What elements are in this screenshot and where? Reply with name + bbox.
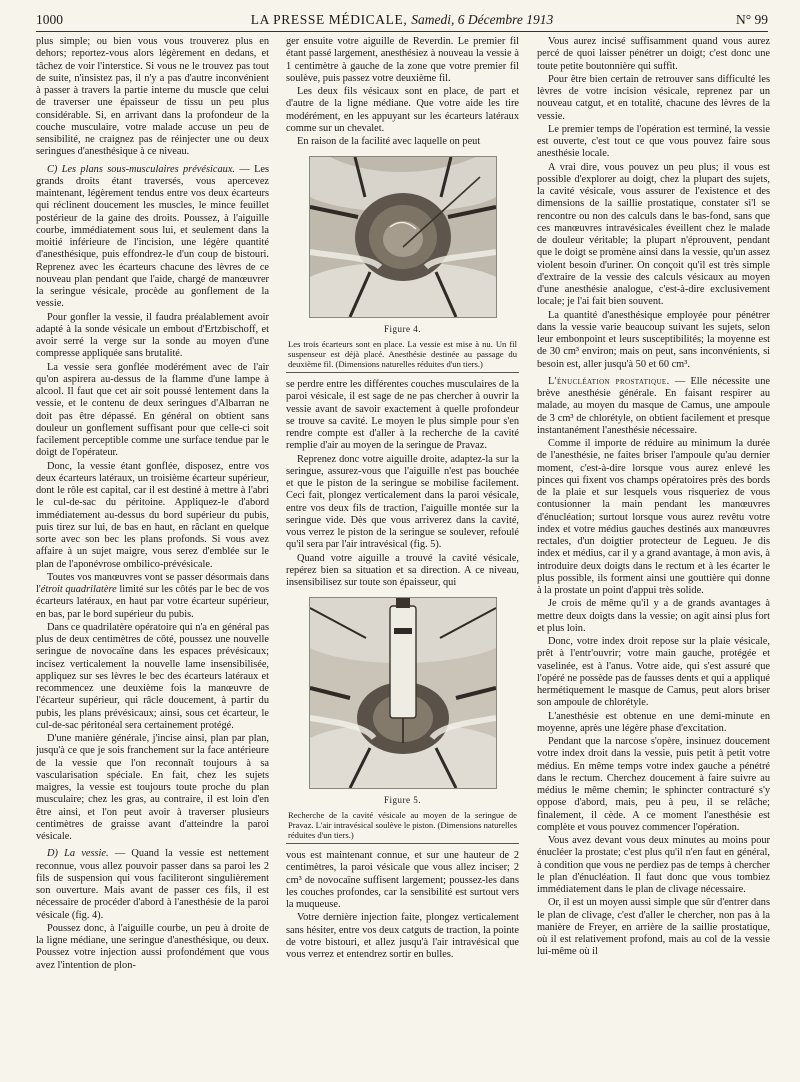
paragraph: Vous avez devant vous deux minutes au moins pour énucléer la prostate; c'est plus qu'il n'en faut en général, à condition que vous ne perdiez pas de temps à chercher le plan d'énucléation. Il faut donc que vous tombiez immédiatement dans le plan de clivage nécessaire. bbox=[537, 835, 770, 895]
paragraph: Le premier temps de l'opération est terminé, la vessie est ouverte, c'est tout ce que vous pouvez faire sous anesthésie locale. bbox=[537, 123, 770, 160]
paragraph bbox=[36, 572, 269, 621]
figure-5-title: Figure 5. bbox=[384, 795, 421, 806]
column-1 bbox=[36, 36, 269, 1076]
paragraph-emphasis: étroit quadrilatère bbox=[40, 584, 117, 595]
issue-date: Samedi, 6 Décembre 1913 bbox=[411, 12, 554, 27]
paragraph: Vous aurez incisé suffisamment quand vous aurez percé de quoi laisser pénétrer un doigt; c'est donc une toute petite boutonnière qui suffit. bbox=[537, 36, 770, 72]
paragraph: Quand votre aiguille a trouvé la cavité vésicale, repérez bien sa situation et sa direction. A ce niveau, insensibilisez sur toute son épaisseur, qui bbox=[286, 552, 519, 589]
section-d-text: — Quand la vessie est nettement reconnue, vous allez pouvoir passer dans sa paroi les 2 fils de suspension qui vous faciliteront singulièrement son ouverture. Mais avant de passer ces fils, il est nécessaire de procéder d'abord à l'anesthésie de la paroi vésicale (fig. 4). bbox=[36, 848, 269, 921]
section-enucleation-label: L'énucléation prostatique. bbox=[548, 375, 670, 387]
paragraph: D'une manière générale, j'incise ainsi, plan par plan, jusqu'à ce que je sois franchement sur la face antérieure de la vessie que l'on reconnaît toujours à sa vascularisation spéciale. En fait, chez les sujets maigres, la vessie est toujours toute proche du plan musculaire; chez les gras, au contraire, il est loin d'en être ainsi, et l'on peut avoir à traverser plusieurs centimètres de graisse avant d'atteindre la paroi vésicale. bbox=[36, 733, 269, 842]
paragraph: Comme il importe de réduire au minimum la durée de l'anesthésie, ne faites briser l'ampoule qu'au dernier moment, c'est-à-dire lorsque vous aurez enlevé les pinces qui fixent vos champs opératoires près des bords de la plaie et sur lesquels vous risqueriez de vous contusionner la main pendant les manœuvres d'énucléation; surtout lorsque vous aurez revêtu votre index et votre médius gauches destinés aux manœuvres rectales, d'un doigtier protecteur de Legueu. Je dis index et médius, car il y a grand avantage, à mon avis, à introduire deux doigts dans le rectum et à les écarter le plus possible, ils forment ainsi une gouttière qui donne à la prostate un point d'appui très solide. bbox=[537, 438, 770, 596]
paragraph-text: Toutes vos manœuvres vont se passer désormais dans l' bbox=[36, 571, 269, 595]
paragraph: La vessie sera gonflée modérément avec de l'air qu'on aspirera au-dessus de la flamme d'une lampe à alcool. Il faut que cet air soit poussé lentement dans la vessie, et le contenu de deux seringues d'Albarran ne doit pas être dépassé. En général on obtient sans douleur un gonflement suffisant pour que celle-ci soit facilement perceptible comme une surface tendue par le doigt de l'opérateur. bbox=[36, 361, 269, 459]
section-enucleation-text: — Elle nécessite une brève anesthésie générale. En faisant respirer au malade, au moyen du masque de Camus, une ampoule de 3 cm³ de chlorétyle, on obtient facilement et presque instantanément l'anesthésie nécessaire. bbox=[537, 375, 770, 436]
column-2 bbox=[286, 36, 519, 1076]
paragraph: Donc, la vessie étant gonflée, disposez, entre vos deux écarteurs latéraux, un troisième écarteur supérieur, dont le rôle est capital, car il est destiné à mettre à l'abri le cul-de-sac du péritoine. Appliquez-le d'abord immédiatement au-dessus du bord supérieur du pubis, puis tirez sur lui, de bas en haut, en râclant en quelque sorte avec son bec les plans profonds. Si vous avez affaire à un sujet maigre, vous serez d'emblée sur le plan de l'aponévrose ombilico-prévésicale. bbox=[36, 460, 269, 570]
figure-4 bbox=[286, 156, 519, 373]
paragraph: Pendant que la narcose s'opère, insinuez doucement votre index droit dans la vessie, puis petit à petit votre médius. En même temps votre index gauche a pénétré dans le rectum. Cherchez doucement à faire suivre au médius le même chemin; le sphincter contracturé s'y oppose d'abord, mais, peu à peu, il se relâche; finalement, il cède. A ce moment l'anesthésie est complète et vous pouvez commencer l'opération. bbox=[537, 736, 770, 833]
figure-5-illustration bbox=[309, 597, 497, 789]
syringe-illustration bbox=[310, 598, 496, 788]
running-header bbox=[36, 8, 768, 30]
paragraph: Poussez donc, à l'aiguille courbe, un peu à droite de la ligne médiane, une seringue d'anesthésique, ou deux. Poussez votre injection aussi profondément que vous avez l'intention de plon- bbox=[36, 922, 269, 971]
figure-4-caption: Les trois écarteurs sont en place. La vessie est mise à nu. Un fil suspenseur est déjà placé. Anesthésie destinée au passage du deuxième fil. (Dimensions naturelles réduites d'un tiers.) bbox=[288, 338, 517, 369]
section-enucleation bbox=[537, 376, 770, 437]
section-d bbox=[36, 848, 269, 922]
paragraph: Pour être bien certain de retrouver sans difficulté les lèvres de votre incision vésicale, reprenez par un nouveau catgut, et en totalité, chacune des lèvres de la vessie. bbox=[537, 73, 770, 122]
paragraph: Or, il est un moyen aussi simple que sûr d'entrer dans le plan de clivage, c'est d'aller le chercher, non pas à la manière de Freyer, en arrière de la saillie prostatique, où il est relativement profond, mais au col de la vessie lui-même où il bbox=[537, 897, 770, 958]
paragraph: ger ensuite votre aiguille de Reverdin. Le premier fil étant passé largement, anesthésiez à nouveau la vessie à 1 centimètre à gauche de la zone que votre premier fil soulève, puis passez votre deuxième fil. bbox=[286, 36, 519, 84]
issue-number: N° 99 bbox=[735, 12, 768, 27]
figure-4-title: Figure 4. bbox=[384, 324, 421, 335]
paragraph: En raison de la facilité avec laquelle on peut bbox=[297, 136, 481, 147]
paragraph-text: limité sur les côtés par le bec de vos écarteurs latéraux, en haut par votre écarteur supérieur, en bas, par le bord supérieur du pubis. bbox=[36, 584, 269, 620]
paragraph: se perdre entre les différentes couches musculaires de la paroi vésicale, il est sage de ne pas chercher à ouvrir la vessie avant de savoir exactement à quelle profondeur se trouve sa cavité. Le moyen le plus simple pour s'en rendre compte est d'aller à la recherche de la cavité remplie d'air au moyen de la seringue de Pravaz. bbox=[286, 379, 519, 452]
header-rule bbox=[36, 31, 768, 32]
journal-name: LA PRESSE MÉDICALE, bbox=[250, 12, 408, 27]
paragraph: L'anesthésie est obtenue en une demi-minute en moyenne, après une légère phase d'excitation. bbox=[537, 710, 770, 734]
paragraph: Dans ce quadrilatère opératoire qui n'a en général pas plus de deux centimètres de côté, poussez une nouvelle seringue de novocaïne dans les espaces prévésicaux; incisez verticalement la nouvelle lame insensibilisée, appliquez sur ses lèvres le bec des écarteurs latéraux et recommencez une deuxième fois la manœuvre de l'écarteur supérieur, qui râcle doucement, à partir du pubis, les plans prévésicaux; ainsi, sous cet écarteur, le cul-de-sac péritonéal sera certainement protégé. bbox=[36, 621, 269, 731]
paragraph: vous est maintenant connue, et sur une hauteur de 2 centimètres, la paroi vésicale que vous allez inciser; 2 cm³ de novocaïne suffisent largement; poussez-les dans les couches profondes, car la sensibilité est surtout vers la muqueuse. bbox=[286, 850, 519, 911]
section-c-text: — Les grands droits étant traversés, vous apercevez maintenant, légèrement tendus entre vos deux écarteurs qui réclinent doucement les muscles, le mince feuillet postérieur de la gaine des droits. Poussez, à l'aiguille courbe, immédiatement sous lui, et seulement dans la moitié inférieure de l'incision, une légère quantité d'anesthésique, puis effondrez-le d'un coup de bistouri. Reprenez avec les écarteurs chacune des lèvres de ce nouveau plan pendant que l'aide, chargé de manœuvrer la seringue vésicale, procède au gonflement de la vessie. bbox=[36, 163, 269, 310]
figure-5-caption: Recherche de la cavité vésicale au moyen de la seringue de Pravaz. L'air intravésical soulève le piston. (Dimensions naturelles réduites d'un tiers.) bbox=[288, 809, 517, 841]
journal-title bbox=[36, 12, 768, 28]
figure-divider bbox=[286, 372, 519, 373]
column-3 bbox=[537, 36, 770, 1076]
paragraph: La quantité d'anesthésique employée pour pénétrer dans la vessie varie beaucoup suivant les sujets, selon leur embonpoint et leurs susceptibilités; la moyenne est de 30 cm³ environ; mais on peut, sans inconvénients, si besoin est, aller jusqu'à 50 et 60 cm³. bbox=[537, 309, 770, 370]
figure-divider bbox=[286, 843, 519, 844]
paragraph: Je crois de même qu'il y a de grands avantages à mettre deux doigts dans la vessie; on agit ainsi plus fort et plus loin. bbox=[537, 598, 770, 634]
surgical-field-illustration bbox=[310, 157, 496, 317]
section-d-label: D) La vessie. bbox=[47, 848, 109, 860]
section-c bbox=[36, 164, 269, 311]
figure-5 bbox=[286, 597, 519, 844]
paragraph: Les deux fils vésicaux sont en place, de part et d'autre de la ligne médiane. Que votre aide les tire modérément, en les appuyant sur les écarteurs latéraux comme sur un chevalet. bbox=[286, 86, 519, 134]
paragraph: plus simple; ou bien vous vous trouverez plus en dehors; reportez-vous alors légèrement en dedans, et tâchez de voir l'interstice. Si vous ne le trouvez pas tout de suite, n'insistez pas, il n'y a pas d'autre inconvénient à passer à travers la partie interne du muscle que celui de traverser une épaisseur de tissu un peu plus considérable. Si, en arrivant dans la profondeur de la couche musculaire, votre malade accuse un peu de sensibilité, ne craignez pas de réinjecter une ou deux seringues d'anesthésique à ce niveau. bbox=[36, 36, 269, 158]
paragraph: Reprenez donc votre aiguille droite, adaptez-la sur la seringue, assurez-vous que l'aiguille n'est pas bouchée et que le piston de la seringue se mobilise facilement. Ceci fait, plongez verticalement dans la paroi vésicale, entre vos deux fils de traction, l'aiguille montée sur la seringue vide. Dès que vous arriverez dans la cavité, vous verrez le piston de la seringue se soulever, refoulé qu'il sera par l'air intravésical (fig. 5). bbox=[286, 453, 519, 551]
paragraph: Pour gonfler la vessie, il faudra préalablement avoir adapté à la sonde vésicale un embout d'Ertzbischoff, et avoir serré la verge sur la sonde au moyen d'une compresse appliquée sans brutalité. bbox=[36, 311, 269, 360]
paragraph: Votre dernière injection faite, plongez verticalement sans hésiter, entre vos deux catguts de traction, la pointe de votre bistouri, et allez jusqu'à l'air intravésical que vous verrez et entendrez sortir en bulles. bbox=[286, 912, 519, 961]
paragraph: A vrai dire, vous pouvez un peu plus; il vous est possible d'explorer au doigt, chez la plupart des sujets, la cavité vésicale, vous assurer de l'existence et des dimensions de la saillie prostatique, constater si'l se rencontre ou non des calculs dans le bas-fond, sans que ces manœuvres intravésicales éveillent chez le malade de douleur véritable; la plupart n'éprouvent, pendant que le doigt se promène ainsi dans la vessie, qu'un assez violent besoin d'uriner. On conçoit qu'il est très simple d'extraire de la vessie des calculs vésicaux au moyen d'une anesthésie analogue, c'est-à-dire exclusivement locale; je l'ai fait bien souvent. bbox=[537, 161, 770, 308]
figure-4-illustration bbox=[309, 156, 497, 318]
section-c-label: C) Les plans sous-musculaires prévésicaux. bbox=[47, 163, 235, 175]
page-number: 1000 bbox=[36, 12, 63, 27]
paragraph: Donc, votre index droit repose sur la plaie vésicale, prêt à l'entr'ouvrir; votre main gauche, protégée et vaselinée, est à l'anus. Votre aide, qui s'est assuré que l'opéré ne possède pas de fausses dents et qui a appliqué hermétiquement le masque de Camus, peut alors briser son ampoule de chlorétyle. bbox=[537, 636, 770, 709]
